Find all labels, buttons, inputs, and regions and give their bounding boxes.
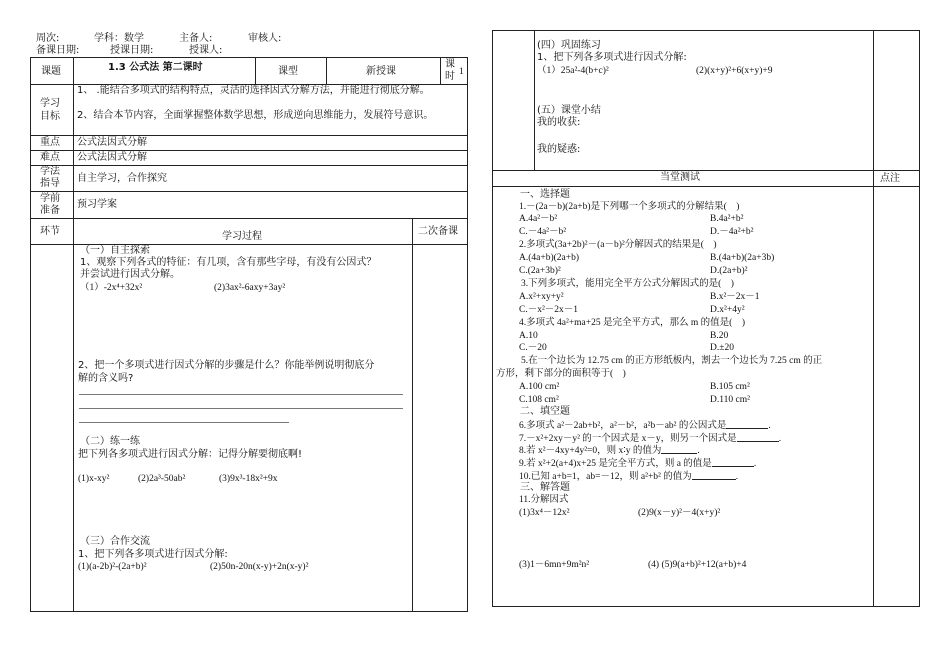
answer-blank[interactable] [712, 457, 754, 467]
teacher-label: 授课人: [189, 45, 223, 56]
section-3-expr-2: (2)50n-20n(x-y)+2n(x-y)² [210, 562, 309, 572]
section-3-title: （三）合作交流 [80, 536, 150, 547]
answer-blank[interactable] [737, 432, 779, 442]
q3-option-c: C.－x²－2x－1 [519, 305, 579, 315]
focus-label: 重点 [40, 137, 60, 148]
topic-value: 1.3 公式法 第二课时 [108, 62, 203, 73]
q5-option-a: A.100 cm² [519, 382, 560, 392]
type-label: 课型 [278, 66, 298, 77]
question-8: 8.若 x²－4xy+4y²=0，则 x∶y 的值为 . [519, 446, 700, 456]
difficulty-value: 公式法因式分解 [77, 152, 147, 163]
q2-option-b: B.(4a+b)(2a+3b) [710, 253, 775, 263]
harvest-label: 我的收获: [537, 117, 581, 128]
question-7-text: 7.－x²+2xy－y² 的一个因式是 x－y，则另一个因式是 [519, 434, 737, 444]
q5-option-c: C.108 cm² [519, 395, 559, 405]
question-2: 2.多项式(3a+2b)²－(a－b)²分解因式的结果是( ) [519, 240, 717, 250]
teach-date-label: 授课日期: [110, 45, 154, 56]
question-8-text: 8.若 x²－4xy+4y²=0，则 x∶y 的值为 [519, 446, 662, 456]
prep-date-label: 备课日期: [36, 45, 80, 56]
part-1-title: 一、选择题 [520, 189, 570, 200]
section-2-expr-1: (1)x-xy² [78, 474, 110, 484]
question-6: 6.多项式 a²－2ab+b²，a²－b²，a²b－ab² 的公因式是 . [519, 421, 771, 431]
focus-value: 公式法因式分解 [77, 137, 147, 148]
part-2-title: 二、填空题 [520, 406, 570, 417]
part-3-title: 三、解答题 [520, 482, 570, 493]
section-1-q2: 2、把一个多项式进行因式分解的步骤是什么？你能举例说明彻底分 [78, 360, 375, 371]
doubt-label: 我的疑惑: [537, 144, 581, 155]
week-label: 周次: [36, 33, 60, 44]
preparer-label: 主备人: [179, 33, 213, 44]
q11-part-4: (4) (5)9(a+b)²+12(a+b)+4 [648, 560, 747, 570]
second-prep-label: 二次备课 [418, 226, 458, 237]
q11-part-2: (2)9(x－y)²－4(x+y)² [638, 508, 721, 518]
section-5-title: (五）课堂小结 [537, 105, 601, 116]
question-9-text: 9.若 x²+2(a+4)x+25 是完全平方式，则 a 的值是 [519, 459, 712, 469]
goal-2: 2、结合本节内容，全面掌握整体数学思想，形成逆向思维能力，发展符号意识。 [77, 110, 434, 121]
q4-option-d: D.±20 [710, 343, 734, 353]
section-4-expr-1: （1）25a²-4(b+c)² [537, 66, 609, 76]
section-2-expr-2: (2)2a³-50ab² [138, 474, 186, 484]
segment-label: 环节 [40, 226, 60, 237]
section-4-text: 1、把下列各多项式进行因式分解: [537, 52, 687, 63]
q2-option-c: C.(2a+3b)² [519, 266, 561, 276]
section-1-q2b: 解的含义吗? [78, 373, 134, 384]
goal-1: 1、 .能结合多项式的结构特点，灵活的选择因式分解方法，并能进行彻底分解。 [77, 85, 430, 96]
question-10-text: 10.已知 a+b=1，ab=－12，则 a²+b² 的值为 [519, 472, 692, 482]
answer-line [79, 394, 403, 395]
type-value: 新授课 [366, 66, 396, 77]
reviewer-label: 审核人: [248, 33, 282, 44]
q1-option-c: C.－4a²－b² [519, 227, 567, 237]
notes-label: 点注 [880, 173, 900, 184]
answer-blank[interactable] [661, 444, 697, 454]
section-2-title: （二）练一练 [80, 436, 140, 447]
question-6-text: 6.多项式 a²－2ab+b²，a²－b²，a²b－ab² 的公因式是 [519, 421, 727, 431]
question-11: 11.分解因式 [519, 495, 569, 505]
prep-label: 学前准备 [40, 193, 60, 216]
q11-part-3: (3)1－6mn+9m²n² [519, 560, 590, 570]
q3-option-d: D.x²+4y² [710, 305, 745, 315]
q2-option-a: A.(4a+b)(2a+b) [519, 253, 580, 263]
section-1-expr-2: (2)3ax²-6axy+3ay² [214, 283, 286, 293]
section-1-q1b: 并尝试进行因式分解。 [80, 269, 180, 280]
section-1-expr-1: （1）-2x⁴+32x² [80, 283, 143, 293]
answer-line [79, 422, 289, 423]
goals-label: 学习目标 [40, 98, 60, 122]
q5-option-b: B.105 cm² [710, 382, 750, 392]
section-1-title: （一）自主探索 [80, 245, 150, 256]
section-4-title: (四）巩固练习 [537, 40, 601, 51]
hours-value: 1 [459, 67, 464, 77]
test-label: 当堂测试 [660, 172, 700, 183]
method-value: 自主学习，合作探究 [77, 173, 167, 184]
question-1: 1.－(2a－b)(2a+b)是下列哪一个多项式的分解结果( ) [519, 202, 740, 212]
q4-option-a: A.10 [519, 331, 538, 341]
method-label: 学法指导 [40, 166, 60, 189]
question-10: 10.已知 a+b=1，ab=－12，则 a²+b² 的值为 . [519, 472, 739, 482]
prep-value: 预习学案 [77, 199, 117, 210]
q4-option-c: C.－20 [519, 343, 547, 353]
section-1-q1: 1、观察下列各式的特征：有几项，含有那些字母，有没有公因式？ [80, 257, 377, 268]
q1-option-b: B.4a²+b² [710, 214, 744, 224]
answer-line [79, 408, 403, 409]
q5-option-d: D.110 cm² [710, 395, 750, 405]
answer-blank[interactable] [692, 470, 736, 480]
question-9: 9.若 x²+2(a+4)x+25 是完全平方式，则 a 的值是 . [519, 459, 757, 469]
q3-option-a: A.x²+xy+y² [519, 292, 564, 302]
subject-label: 学科：数学 [94, 33, 144, 44]
q1-option-d: D.－4a²+b² [710, 227, 754, 237]
section-4-expr-2: (2)(x+y)²+6(x+y)+9 [696, 66, 773, 76]
question-5b: 方形，剩下部分的面积等于( ) [496, 369, 626, 379]
section-2-text: 把下列各多项式进行因式分解：记得分解要彻底啊! [78, 449, 303, 460]
q4-option-b: B.20 [710, 331, 729, 341]
hours-label: 课时 [445, 59, 455, 82]
section-2-expr-3: (3)9x³-18x²+9x [219, 474, 278, 484]
question-3: 3.下列多项式，能用完全平方公式分解因式的是( ) [521, 279, 734, 289]
topic-label: 课题 [41, 66, 61, 77]
question-4: 4.多项式 4a²+ma+25 是完全平方式，那么 m 的值是( ) [519, 318, 745, 328]
section-3-text: 1、把下列各多项式进行因式分解: [78, 549, 228, 560]
question-5: 5.在一个边长为 12.75 cm 的正方形纸板内，割去一个边长为 7.25 cm 的正 [521, 356, 823, 366]
answer-blank[interactable] [726, 419, 768, 429]
q3-option-b: B.x²－2x－1 [710, 292, 760, 302]
process-label: 学习过程 [222, 231, 262, 242]
q11-part-1: (1)3x⁴－12x² [519, 508, 570, 518]
q1-option-a: A.4a²－b² [519, 214, 558, 224]
section-3-expr-1: (1)(a-2b)²-(2a+b)² [78, 562, 147, 572]
difficulty-label: 难点 [40, 152, 60, 163]
question-7: 7.－x²+2xy－y² 的一个因式是 x－y，则另一个因式是 . [519, 434, 782, 444]
q2-option-d: D.(2a+b)² [710, 266, 748, 276]
